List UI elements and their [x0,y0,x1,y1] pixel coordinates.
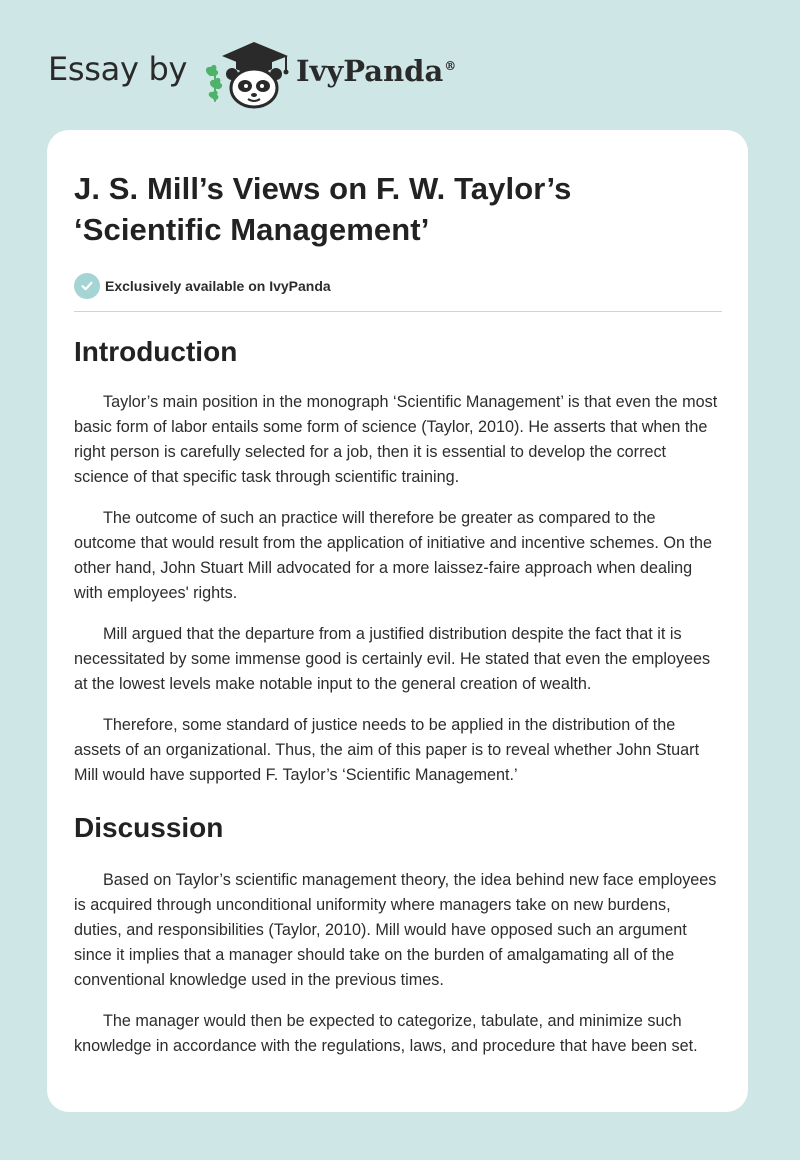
panda-graduate-icon [202,36,298,110]
paragraph: Taylor’s main position in the monograph ‘Scientific Management’ is that even the most basic form of labor entails some form of science (Taylor, 2010). He asserts that when the right person is carefully selected for a job, then it is essential to develop the correct science of that specific task through scientific training. [74,393,718,486]
paragraph: Therefore, some standard of justice needs to be applied in the distribution of the assets of an organizational. Thus, the aim of this paper is to reveal whether John Stuart Mill would have supported F. Taylor’s ‘Scientific Management.’ [74,716,700,784]
essay-by-label: Essay by [48,50,188,88]
paragraph: Mill argued that the departure from a justified distribution despite the fact that it is necessitated by some immense good is certainly evil. He stated that even the employees at the lowest levels make notable input to the general creation of wealth. [74,625,711,693]
site-header [48,30,548,110]
trademark-symbol: ® [444,59,457,74]
article-title: J. S. Mill’s Views on F. W. Taylor’s ‘Scientific Management’ [74,171,572,247]
section-heading-discussion: Discussion [74,812,224,843]
check-circle-icon [74,273,100,299]
introduction-body [74,390,722,788]
exclusive-label: Exclusively available on IvyPanda [105,278,331,294]
paragraph: The manager would then be expected to categorize, tabulate, and minimize such knowledge in accordance with the regulations, laws, and procedure that have been set. [74,1012,698,1055]
article-card [47,130,748,1112]
paragraph: The outcome of such an practice will therefore be greater as compared to the outcome that would result from the application of initiative and incentive schemes. On the other hand, John Stuart Mill advocated for a more laissez-faire approach when dealing with employees' rights. [74,509,712,602]
divider [74,311,722,312]
exclusive-badge [74,272,722,300]
brand-name[interactable]: IvyPanda® [296,54,457,88]
section-heading-introduction: Introduction [74,336,238,367]
discussion-body [74,868,722,1059]
paragraph: Based on Taylor’s scientific management theory, the idea behind new face employees is acquired through unconditional uniformity where managers take on new burdens, duties, and responsibilities (Taylor, 2010). Mill would have opposed such an argument since it implies that a manager should take on the burden of amalgamating all of the conventional knowledge used in the previous times. [74,871,717,989]
